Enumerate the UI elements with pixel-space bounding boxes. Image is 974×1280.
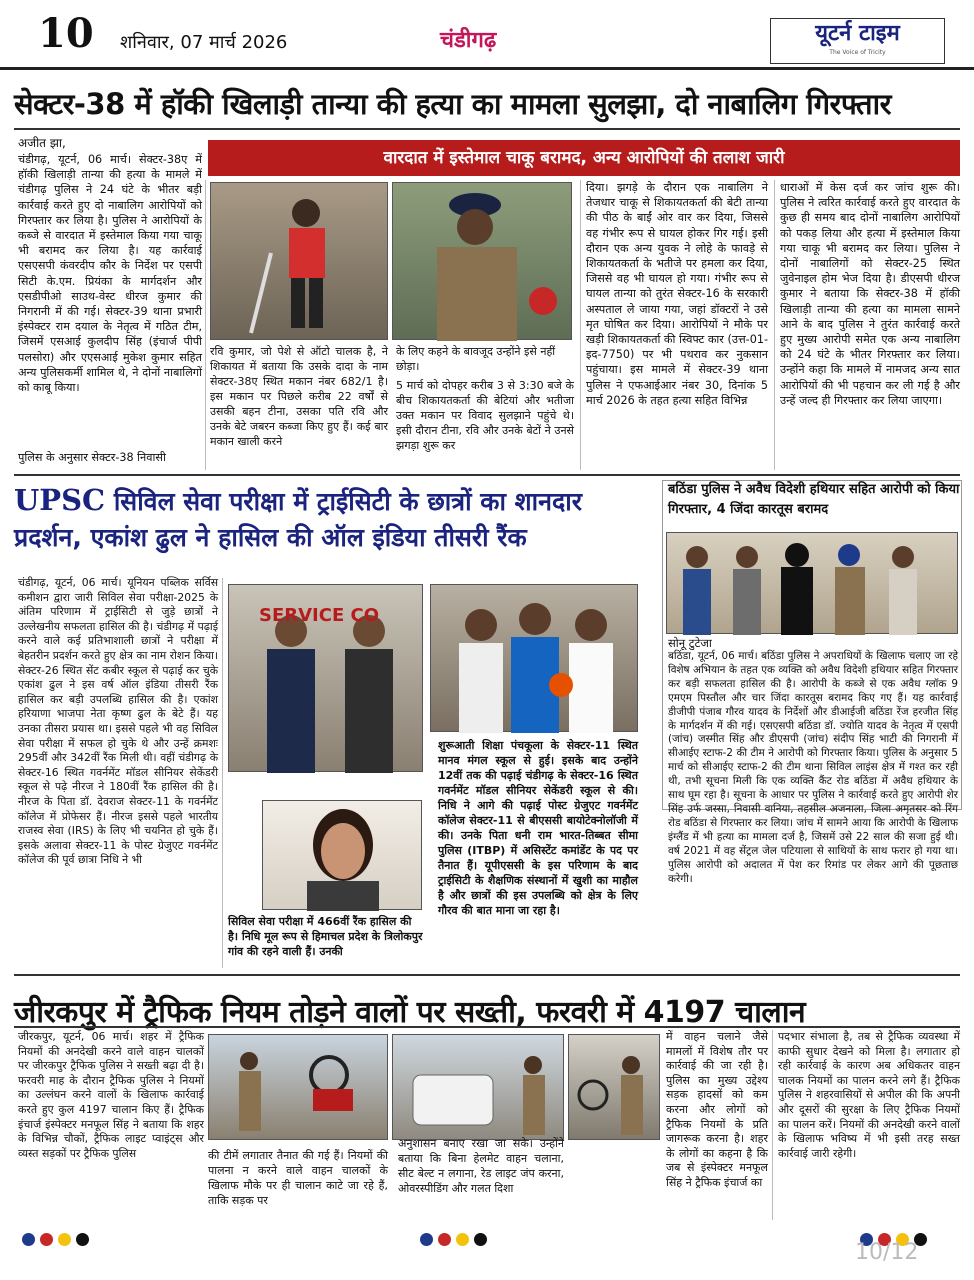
story1-caption-col: रवि कुमार, जो पेशे से ऑटो चालक है, ने शिकायत में बताया कि उसके दादा के नाम सेक्टर-38ए स्थित मकान नंबर 682/1 है। इस मकान पर पिछले करीब 22 वर्षों से उसकी बहन टीना, उसका पति रवि और उनके बेटे जबरन कब्जा किए हुए हैं। कई बार मकान खाली करने <box>210 345 388 448</box>
story4-col2: की टीमें लगातार तैनात की गई हैं। नियमों की पालना न करने वाले वाहन चालकों के खिलाफ मौके पर ही चालान काटे जा रहे हैं, ताकि सड़क पर <box>208 1149 388 1207</box>
story4-col3: अनुशासन बनाए रखा जा सके। उन्होंने बताया कि बिना हेलमेट वाहन चलाना, सीट बेल्ट न लगाना, रेड लाइट जंप करना, ओवरस्पीडिंग और गलत दिशा <box>398 1137 564 1195</box>
headline-upsc: UPSC <box>14 483 106 517</box>
page-date: शनिवार, 07 मार्च 2026 <box>120 32 288 53</box>
celebration-figures <box>431 585 639 733</box>
story1-col4: धाराओं में केस दर्ज कर जांच शुरू की। पुलिस ने त्वरित कार्रवाई करते हुए वारदात के कुछ ही समय बाद दोनों नाबालिग आरोपियों को पकड़ लिया और हत्या में इस्तेमाल किया गया चाकू भी बरामद कर लिया। पुलिस ने दोनों नाबालिगों को सेक्टर-25 स्थित जुवेनाइल होम भेज दिया है। डीएसपी धीरज कुमार ने बताया कि सेक्टर-38 में हॉकी खिलाड़ी तान्या की हत्या का मामला सामने आने के बाद पुलिस ने तुरंत कार्रवाई करते हुए मुख्य आरोपी समेत एक अन्य नाबालिग को 24 घंटे के भीतर गिरफ्तार कर लिया। उन्होंने कहा कि मामले में नामजद अन्य सात आरोपियों की भी पहचान कर ली गई है और उन्हें जल्द ही गिरफ्तार कर लिया जाएगा। <box>780 181 960 407</box>
newspaper-logo <box>770 18 945 64</box>
headline-story2 <box>14 482 639 556</box>
city-section: चंडीगढ़ <box>440 28 497 53</box>
headline-story4: जीरकपुर में ट्रैफिक नियम तोड़ने वालों पर सख्ती, फरवरी में 4197 चालान <box>14 995 806 1030</box>
footer-dots-center <box>420 1231 492 1247</box>
story1-col1: चंडीगढ़, यूटर्न, 06 मार्च। सेक्टर-38ए में हॉकी खिलाड़ी तान्या की हत्या के मामले में चंडीगढ़ पुलिस ने 24 घंटे के भीतर बड़ी कार्रवाई करते हुए दो नाबालिग आरोपियों को गिरफ्तार कर लिया है। पुलिस ने आरोपियों के कब्जे से वारदात में इस्तेमाल किया गया चाकू भी बरामद कर लिया है। यह कार्रवाई एसएसपी कंवरदीप कौर के निर्देश पर एसपी सिटी के.एम. प्रियंका के मार्गदर्शन और एसडीपीओ साउथ-वेस्ट धीरज कुमार की निगरानी में की गई। सेक्टर-39 थाना प्रभारी इंस्पेक्टर राम दयाल के नेतृत्व में गठित टीम, जिसमें एसआई कुलदीप सिंह (इंचार्ज पीपी पलसोरा) और एएसआई मुकेश कुमार सहित अन्य पुलिसकर्मी शामिल थे, ने दोनों नाबालिगों को काबू किया। <box>18 153 202 395</box>
page-number: 10 <box>38 10 94 57</box>
traffic-scene-1 <box>209 1035 389 1141</box>
byline-story1: अजीत झा, <box>18 136 66 150</box>
photo-celebration <box>430 584 638 732</box>
photo-ekansh-dhull <box>228 584 423 772</box>
subhead-story1: वारदात में इस्तेमाल चाकू बरामद, अन्य आरोपियों की तलाश जारी <box>208 140 960 176</box>
byline-story3: सोनू टुटेजा <box>668 636 712 650</box>
nidhi-figure <box>263 801 423 911</box>
photo-traffic-check-2 <box>392 1034 564 1140</box>
divider <box>14 128 960 130</box>
footer-dots-left <box>22 1231 94 1247</box>
headline-story2-text: सिविल सेवा परीक्षा में ट्राईसिटी के छात्रों का शानदार प्रदर्शन, एकांश ढुल ने हासिल की ऑल इंडिया तीसरी रैंक <box>14 487 582 552</box>
officer-figure <box>393 183 573 341</box>
photo-police-officer <box>392 182 572 340</box>
divider <box>14 474 960 476</box>
headline-story1: सेक्टर-38 में हॉकी खिलाड़ी तान्या की हत्या का मामला सुलझा, दो नाबालिग गिरफ्तार <box>14 87 891 121</box>
story1-col3: दिया। झगड़े के दौरान एक नाबालिग ने तेजधार चाकू से शिकायतकर्ता की बेटी तान्या की पीठ के बाईं ओर वार कर दिया, जिससे वह गंभीर रूप से घायल होकर गिर गई। इसी दौरान एक अन्य युवक ने लोहे के फावड़े से शिकायतकर्ता के भतीजे पर हमला कर दिया, जिससे वह भी घायल हो गया। गंभीर रूप से घायल तान्या को तुरंत सेक्टर-16 के सरकारी अस्पताल ले जाया गया, जहां डॉक्टरों ने उसे मृत घोषित कर दिया। आरोपियों ने मौके पर खड़ी शिकायतकर्ता की स्विफ्ट कार (उत्त-01-इद-7750) पर भी पथराव कर नुकसान पहुंचाया। इस मामले में सेक्टर-39 थाना पुलिस ने एफआईआर नंबर 30, दिनांक 5 मार्च 2026 के तहत हत्या सहित विभिन्न <box>586 181 768 407</box>
page-pager: 10/12 <box>855 1240 919 1265</box>
story2-caption-right: शुरूआती शिक्षा पंचकूला के सेक्टर-11 स्थित मानव मंगल स्कूल से हुई। इसके बाद उन्होंने 12वीं तक की पढ़ाई चंडीगढ़ के सेक्टर-16 स्थित गवर्नमेंट मॉडल सीनियर सेकेंडरी स्कूल से की। निधि ने आगे की पढ़ाई पोस्ट ग्रेजुएट गवर्नमेंट कॉलेज सेक्टर-11 से बीएससी बायोटेक्नोलॉजी में की। उनके पिता धनी राम भारत-तिब्बत सीमा पुलिस (ITBP) में असिस्टेंट कमांडेंट के पद पर तैनात हैं। यूपीएससी के इस परिणाम के बाद ट्राईसिटी के शैक्षणिक संस्थानों में खुशी का माहौल है और छात्रों की इस उपलब्धि को क्षेत्र के लिए गौरव की बात माना जा रहा है। <box>438 739 638 917</box>
banner-text: SERVICE CO <box>259 605 380 626</box>
story4-col-right: पदभार संभाला है, तब से ट्रैफिक व्यवस्था में काफी सुधार देखने को मिला है। लगातार हो रही कार्रवाई के कारण अब अधिकतर वाहन चालक नियमों का पालन करने लगे हैं। ट्रैफिक पुलिस ने शहरवासियों से अपील की कि अपनी और दूसरों की सुरक्षा के लिए ट्रैफिक नियमों का पालन करें। नियमों की अनदेखी करने वालों के खिलाफ भविष्य में भी इसी तरह सख्त कार्रवाई जारी रहेगी। <box>778 1030 960 1160</box>
story2-col1: चंडीगढ़, यूटर्न, 06 मार्च। यूनियन पब्लिक सर्विस कमीशन द्वारा जारी सिविल सेवा परीक्षा-2025 के अंतिम परिणाम में ट्राईसिटी से जुड़े छात्रों ने उल्लेखनीय सफलता हासिल की है। चंडीगढ़ में पढ़ाई करने वाले कई प्रतिभाशाली छात्रों ने परीक्षा में बेहतरीन प्रदर्शन करते हुए क्षेत्र का नाम रोशन किया। सेक्टर-26 स्थित सेंट कबीर स्कूल से पढ़ाई कर चुके एकांश ढुल ने इस वर्ष ऑल इंडिया तीसरी रैंक हासिल कर बड़ी उपलब्धि हासिल की है। एकांश हरियाणा भाजपा नेता कृष्ण ढुल के बेटे हैं। यह उनका तीसरा प्रयास था। इससे पहले भी वह सिविल सेवा परीक्षा में सफल हो चुके थे और उन्हें क्रमशः 295वीं और 342वीं रैंक मिली थी। वहीं चंडीगढ़ के सेक्टर-16 स्थित गवर्नमेंट मॉडल सीनियर सेकेंडरी स्कूल से पढ़े नीरज ने 180वीं रैंक हासिल की है। नीरज के पिता डॉ. देवराज सेक्टर-11 के गवर्नमेंट कॉलेज में प्रोफेसर हैं। नीरज इससे पहले भारतीय राजस्व सेवा (IRS) के लिए भी चयनित हो चुके हैं। इसके अलावा सेक्टर-11 के पोस्ट ग्रेजुएट गवर्नमेंट कॉलेज की पूर्व छात्रा निधि ने भी <box>18 576 218 867</box>
story4-col-mid: में वाहन चलाने जैसे मामलों में विशेष तौर पर कार्रवाई की जा रही है। पुलिस का मुख्य उद्देश्य सड़क हादसों को कम करना और लोगों को ट्रैफिक नियमों के प्रति जागरूक करना है। शहर के लोगों का कहना है कि जब से इंस्पेक्टर मनफूल सिंह ने ट्रैफिक इंचार्ज का <box>666 1030 768 1189</box>
logo-text: यूटर्न टाइम <box>815 21 900 46</box>
photo-bathinda-police <box>666 532 958 634</box>
photo-traffic-check-3 <box>568 1034 660 1140</box>
player-figure <box>211 183 389 341</box>
story1-col1-cont: पुलिस के अनुसार सेक्टर-38 निवासी <box>18 451 166 464</box>
story4-col1: जीरकपुर, यूटर्न, 06 मार्च। शहर में ट्रैफिक नियमों की अनदेखी करने वाले वाहन चालकों पर जीरकपुर ट्रैफिक पुलिस ने सख्ती बढ़ा दी है। फरवरी माह के दौरान ट्रैफिक पुलिस ने नियमों का उल्लंघन करने वालों के खिलाफ कार्रवाई करते हुए कुल 4197 चालान किए हैं। ट्रैफिक इंचार्ज इंस्पेक्टर मनफूल सिंह ने बताया कि शहर के विभिन्न चौकों, ट्रैफिक लाइट प्वाइंट्स और व्यस्त सड़कों पर ट्रैफिक पुलिस <box>18 1030 204 1160</box>
logo-tagline: The Voice of Tricity <box>829 49 886 56</box>
photo-nidhi <box>262 800 422 910</box>
divider <box>14 1026 960 1028</box>
traffic-scene-2 <box>393 1035 565 1141</box>
divider <box>14 974 960 976</box>
story1-col2: 5 मार्च को दोपहर करीब 3 से 3:30 बजे के बीच शिकायतकर्ता की बेटियां और भतीजा उक्त मकान पर विवाद सुलझाने पहुंचे थे। इसी दौरान टीना, रवि और उनके बेटों ने उनसे झगड़ा शुरू कर <box>396 379 574 452</box>
headline-story3: बठिंडा पुलिस ने अवैध विदेशी हथियार सहित आरोपी को किया गिरफ्तार, 4 जिंदा कारतूस बरामद <box>668 482 960 517</box>
police-group-figures <box>667 533 959 635</box>
story3-body: बठिंडा, यूटर्न, 06 मार्च। बठिंडा पुलिस ने अपराधियों के खिलाफ चलाए जा रहे विशेष अभियान के तहत एक व्यक्ति को अवैध विदेशी हथियार सहित गिरफ्तार कर बड़ी सफलता हासिल की है। आरोपी के कब्जे से एक अवैध ग्लॉक 9 एमएम पिस्तौल और चार जिंदा कारतूस बरामद किए गए हैं। यह कार्रवाई डीजीपी पंजाब गौरव यादव के निर्देशों और डीआईजी बठिंडा रेंज हरजीत सिंह के मार्गदर्शन में की गई। एसएसपी बठिंडा डॉ. ज्योति यादव के नेतृत्व में एसपी (जांच) जस्मीत सिंह और डीएसपी (जांच) संदीप सिंह भाटी की निगरानी में सीआईए स्टाफ-2 की टीम ने आरोपी को गिरफ्तार किया। पुलिस के अनुसार 5 मार्च को सीआईए स्टाफ-2 की टीम थाना सिविल लाइंस क्षेत्र में गश्त कर रही थी, तभी सूचना मिली कि एक व्यक्ति कैंट रोड बठिंडा में अवैध हथियार के साथ घूम रहा है। सूचना के आधार पर पुलिस ने कार्रवाई करते हुए आरोपी शेर सिंह उर्फ जस्सा, निवासी वानिया, तहसील अजनाला, जिला अमृतसर को रिंग रोड बठिंडा से गिरफ्तार कर लिया। जांच में सामने आया कि आरोपी के खिलाफ इंग्लैंड में भी हत्या का मामला दर्ज है, जिसमें उसे 22 साल की सजा हुई थी। वर्ष 2021 में वह सेंट्रल जेल पटियाला से साथियों के साथ फरार हो गया था। पुलिस आरोपी को अदालत में पेश कर रिमांड पर लेकर आगे की पूछताछ करेगी। <box>668 650 958 885</box>
photo-hockey-player <box>210 182 388 340</box>
photo-traffic-check-1 <box>208 1034 388 1140</box>
traffic-scene-3 <box>569 1035 661 1141</box>
story1-col2-top: के लिए कहने के बावजूद उन्होंने इसे नहीं छोड़ा। <box>396 345 556 373</box>
story2-caption-left: सिविल सेवा परीक्षा में 466वीं रैंक हासिल की है। निधि मूल रूप से हिमाचल प्रदेश के त्रिलोकपुर गांव की रहने वाली हैं। उनकी <box>228 915 423 958</box>
